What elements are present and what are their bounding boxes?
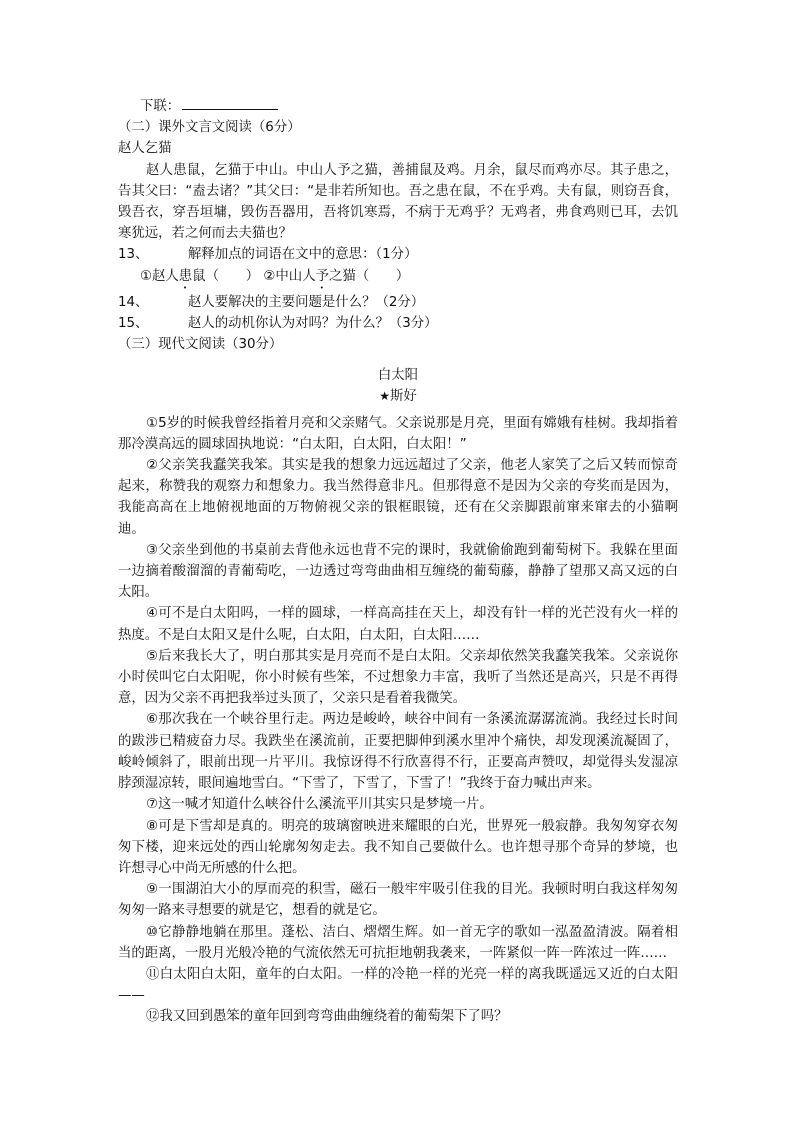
essay-paragraph: ⑥那次我在一个峡谷里行走。两边是峻岭，峡谷中间有一条溪流潺潺流淌。我经过长时间的跋涉已精疲奋力尽。我跌坐在溪流前，正要把脚伸到溪水里冲个痛快，却发现溪流凝固了，峻岭倾斜了，眼前出现一片平川。我惊讶得不行欣喜得不行，正要高声赞叹，却觉得头发湿凉脖颈湿凉转，眼间遍地雪白。“下雪了，下雪了，下雪了！”我终于奋力喊出声来。	[118, 712, 678, 792]
essay-paragraph: ⑦这一喊才知道什么峡谷什么溪流平川其实只是梦境一片。	[146, 797, 493, 813]
item1-suffix: 鼠（ ）	[192, 268, 260, 284]
item1-prefix: ①赵人	[140, 268, 179, 284]
lower-couplet-label: 下联：	[140, 99, 181, 114]
item2-suffix: 之猫（ ）	[328, 268, 410, 284]
star-icon: ★	[379, 389, 390, 404]
question-13-items	[118, 266, 678, 292]
essay-paragraph: ⑧可是下雪却是真的。明亮的玻璃窗映进来耀眼的白光，世界死一般寂静。我匆匆穿衣匆匆下楼，迎来远处的西山轮廓匆匆走去。我不知自己要做什么。也许想寻那个奇异的梦境，也许想寻心中尚无所感的什么把。	[118, 818, 678, 876]
question-number: 13、	[118, 247, 149, 263]
item1-dotted-word: 患	[178, 268, 193, 284]
question-15	[118, 313, 678, 334]
document-page	[118, 96, 678, 1028]
question-13	[118, 244, 678, 265]
answer-blank	[182, 96, 278, 110]
section2-heading: （二）课外文言文阅读（6分）	[118, 120, 301, 136]
question-text: 解释加点的词语在文中的意思：（1分）	[188, 247, 418, 263]
section3-heading: （三）现代文阅读（30分）	[118, 337, 283, 353]
question-number: 14、	[118, 294, 149, 310]
classical-title: 赵人乞猫	[118, 141, 172, 157]
essay-paragraph: ⑫我又回到愚笨的童年回到弯弯曲曲缠绕着的葡萄架下了吗？	[146, 1009, 508, 1025]
essay-paragraph: ①5岁的时候我曾经指着月亮和父亲赌气。父亲说那是月亮，里面有嫦娥有桂树。我却指着那冷漠高远的圆球固执地说：“白太阳，白太阳，白太阳！”	[118, 415, 678, 452]
essay-author	[118, 386, 678, 407]
essay-paragraph: ④可不是白太阳吗，一样的圆球，一样高高挂在天上，却没有针一样的光芒没有火一样的热度。不是白太阳又是什么呢，白太阳，白太阳，白太阳……	[118, 606, 678, 643]
essay-paragraph: ⑤后来我长大了，明白那其实是月亮而不是白太阳。父亲却依然笑我蠢笑我笨。父亲说你小时侯叫它白太阳呢，你小时候有些笨，不过想象力丰富，我听了当然还是高兴，只是不再得意，因为父亲不再把我举过头顶了，父亲只是看着我微笑。	[118, 648, 678, 707]
item2-dotted-word: 予	[315, 268, 329, 284]
essay-paragraph: ⑨一围湖泊大小的厚而亮的积雪，磁石一般牢牢吸引住我的目光。我顿时明白我这样匆匆匆匆一路来寻想要的就是它，想看的就是它。	[118, 882, 678, 919]
classical-text: 赵人患鼠，乞猫于中山。中山人予之猫，善捕鼠及鸡。月余，鼠尽而鸡亦尽。其子患之，告其父曰：“盍去诸？”其父曰：“是非若所知也。吾之患在鼠，不在乎鸡。夫有鼠，则窃吾食，毁吾衣，穿吾垣墉，毁伤吾器用，吾将饥寒焉，不病于无鸡乎？无鸡者，弗食鸡则已耳，去饥寒犹远，若之何而去夫猫也？	[118, 162, 678, 242]
question-14	[118, 292, 678, 313]
essay-paragraph: ⑪白太阳白太阳，童年的白太阳。一样的冷艳一样的光亮一样的离我既遥远又近的白太阳——	[118, 966, 678, 1004]
essay-paragraph: ⑩它静静地躺在那里。蓬松、洁白、熠熠生辉。如一首无字的歌如一泓盈盈清波。隔着相当的距离，一股月光般冷艳的气流依然无可抗拒地朝我袭来，一阵紧似一阵一阵浓过一阵……	[118, 924, 678, 961]
item2-prefix: ②中山人	[263, 268, 316, 284]
lower-couplet-line	[118, 96, 678, 117]
essay-paragraph: ③父亲坐到他的书桌前去背他永远也背不完的课时，我就偷偷跑到葡萄树下。我躲在里面一边摘着酸溜溜的青葡萄吃，一边透过弯弯曲曲相互缠绕的葡萄藤，静静了望那又高又远的白太阳。	[118, 542, 678, 601]
author-name: 斯好	[389, 389, 417, 405]
essay-title: 白太阳	[377, 368, 419, 384]
question-number: 15、	[118, 315, 149, 331]
question-text: 赵人的动机你认为对吗？为什么？（3分）	[188, 315, 438, 331]
question-text: 赵人要解决的主要问题是什么？（2分）	[188, 294, 425, 310]
essay-paragraph: ②父亲笑我蠢笑我笨。其实是我的想象力远远超过了父亲，他老人家笑了之后又转而惊奇起来，称赞我的观察力和想象力。我当然得意非凡。但那得意不是因为父亲的夸奖而是因为，我能高高在上地俯视地面的万物俯视父亲的银框眼镜，还有在父亲脚跟前窜来窜去的小猫啊迪。	[118, 458, 678, 537]
